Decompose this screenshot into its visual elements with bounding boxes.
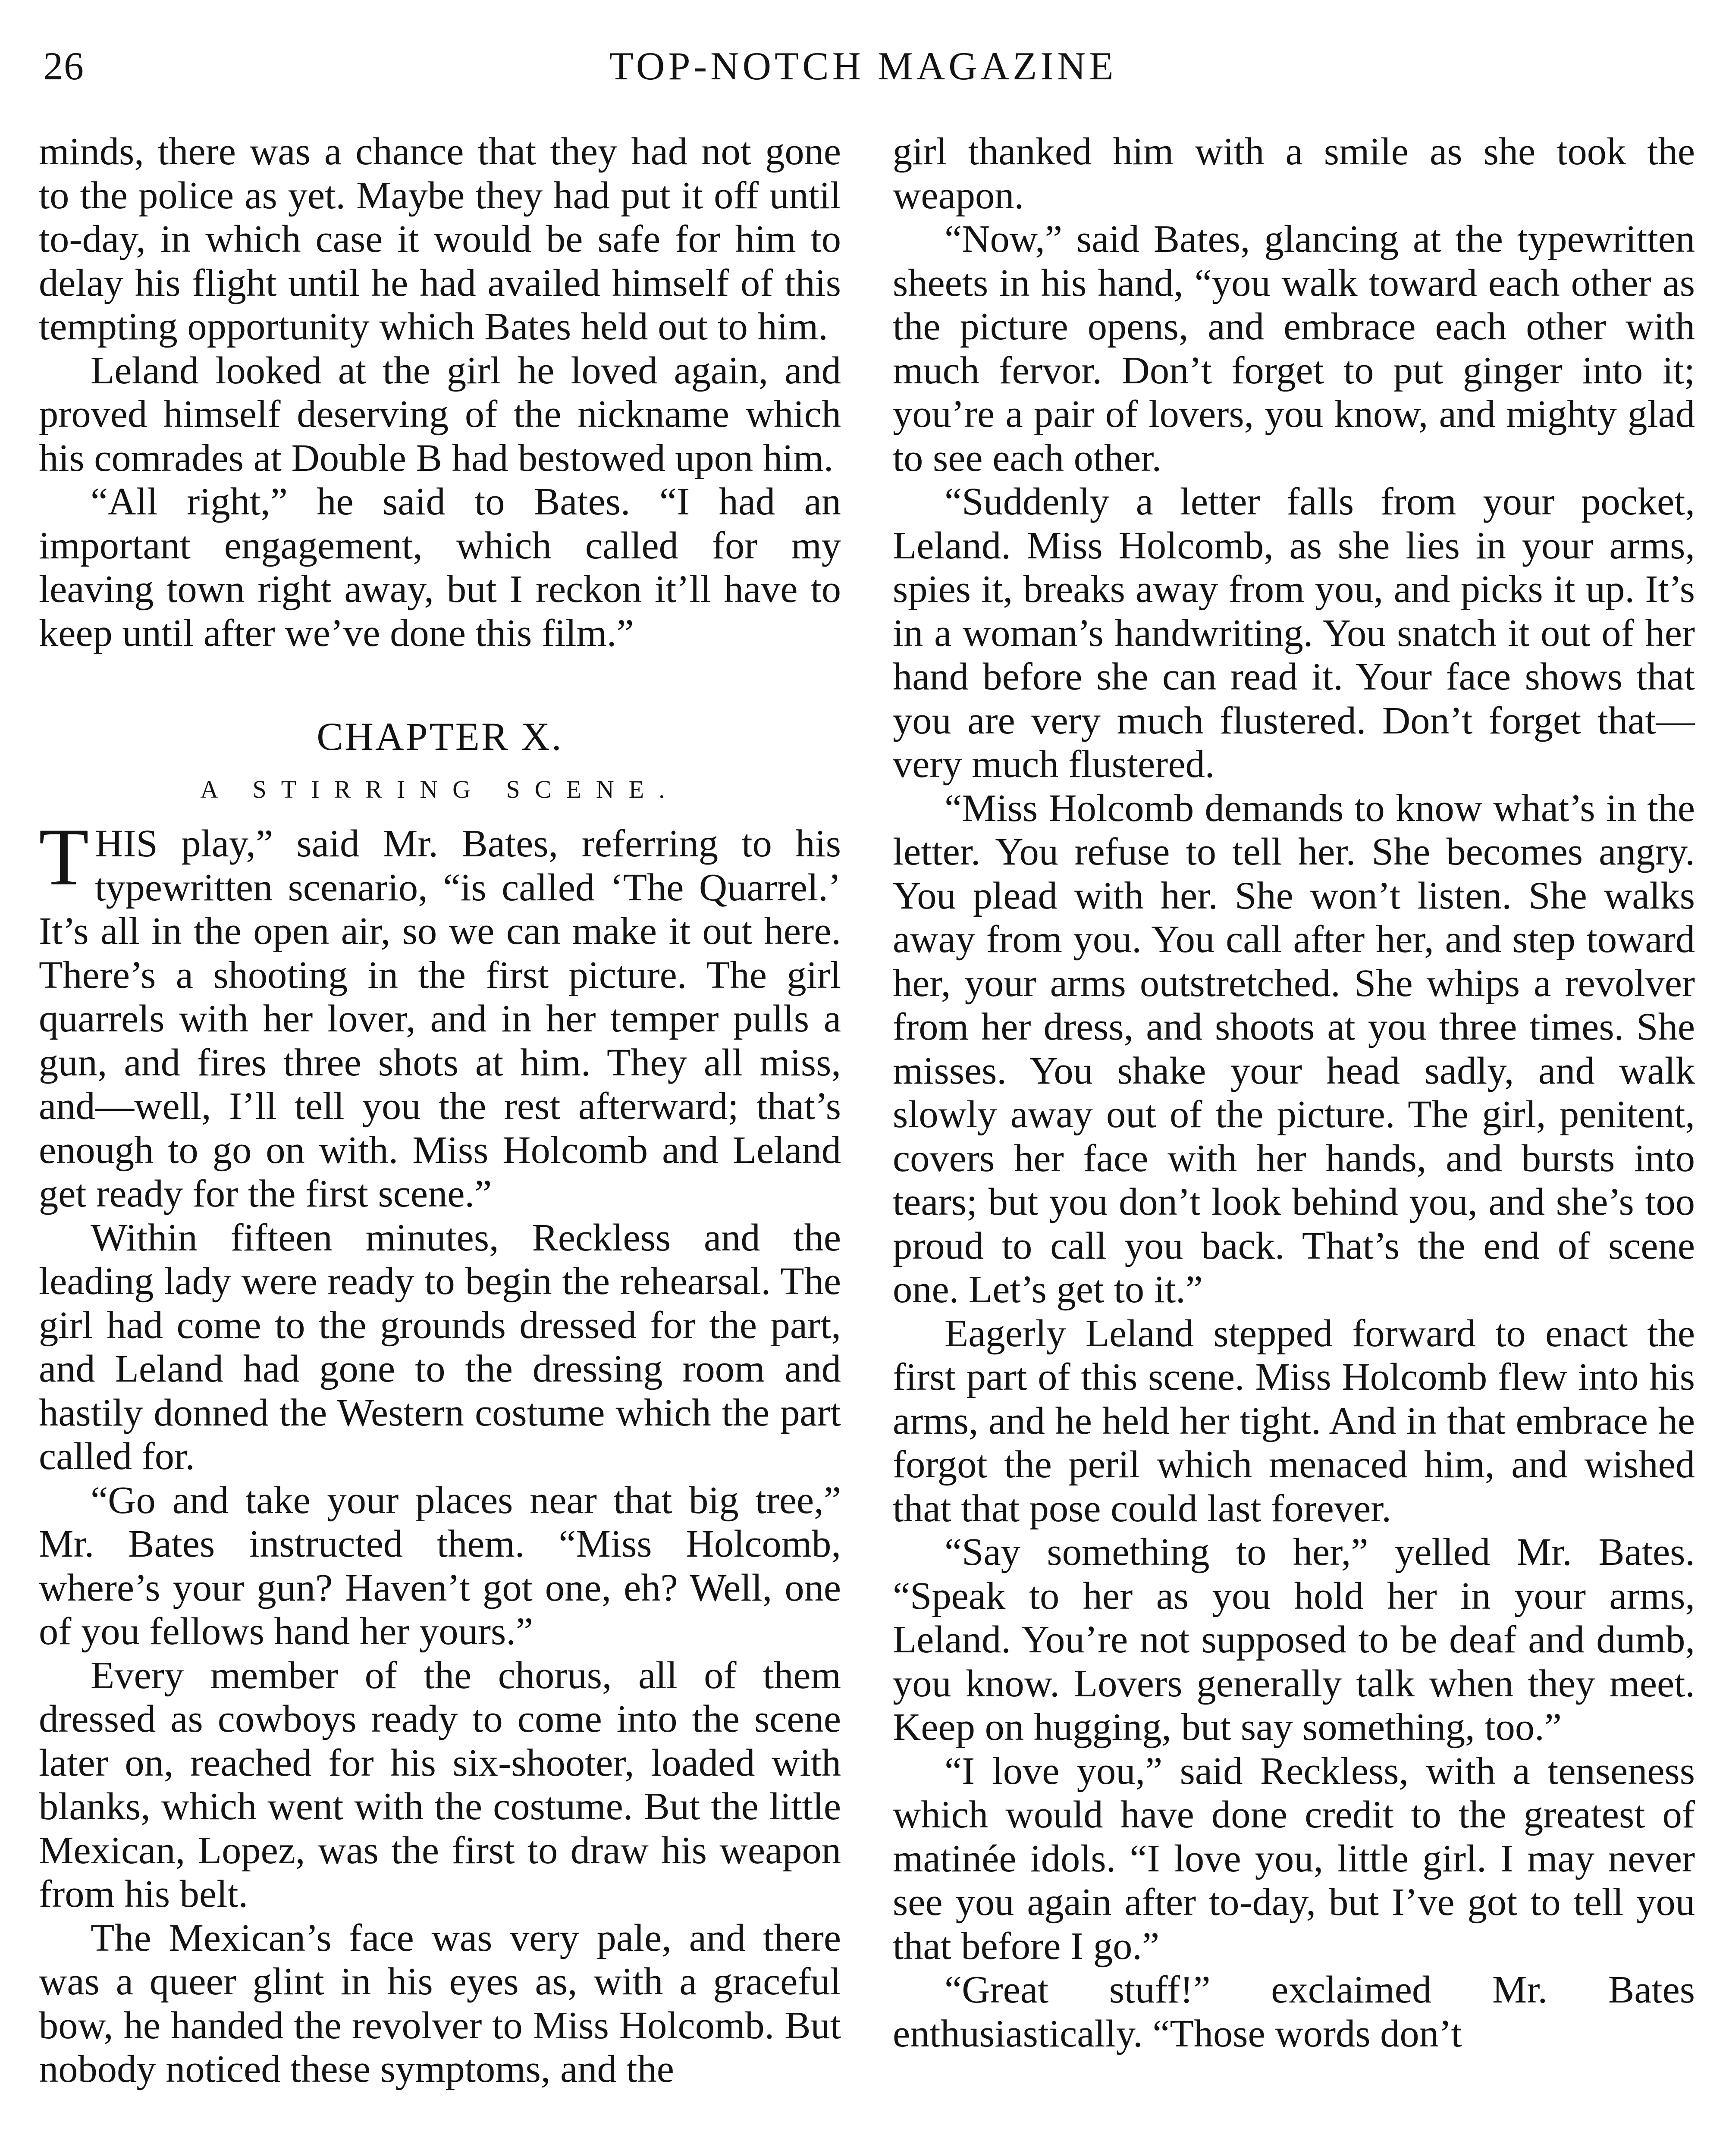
paragraph: Eagerly Leland stepped forward to enact the first part of this scene. Miss Holcomb flew into his arms, and he held her tight. And in that embrace he forgot the peril which menaced him, and wished that that pose could last forever. <box>893 1311 1695 1530</box>
right-column <box>893 129 1695 2156</box>
page-number: 26 <box>43 44 85 88</box>
page-header <box>35 43 1691 99</box>
paragraph: “Great stuff!” exclaimed Mr. Bates enthusiastically. “Those words don’t <box>893 1968 1695 2055</box>
chapter-opening-paragraph <box>39 812 841 1216</box>
chapter-subtitle: A STIRRING SCENE. <box>200 775 680 803</box>
chapter-heading: CHAPTER X. <box>317 714 563 758</box>
paragraph: Every member of the chorus, all of them dressed as cowboys ready to come into the scene later on, reached for his six-shooter, loaded with blanks, which went with the costume. But the little Mexican, Lopez, was the first to draw his weapon from his belt. <box>39 1653 841 1915</box>
paragraph: “Go and take your places near that big tree,” Mr. Bates instructed them. “Miss Holcomb, where’s your gun? Haven’t got one, eh? Well, one of you fellows hand her yours.” <box>39 1478 841 1653</box>
paragraph: girl thanked him with a smile as she took the weapon. <box>893 129 1695 217</box>
left-column <box>39 129 841 2156</box>
drop-cap: T <box>39 812 89 903</box>
paragraph: “Now,” said Bates, glancing at the typewritten sheets in his hand, “you walk toward each other as the picture opens, and embrace each other with much fervor. Don’t forget to put ginger into it; you’re a pair of lovers, you know, and mighty glad to see each other. <box>893 217 1695 479</box>
paragraph: “Suddenly a letter falls from your pocket, Leland. Miss Holcomb, as she lies in your arms, spies it, breaks away from you, and picks it up. It’s in a woman’s handwriting. You snatch it out of her hand before she can read it. Your face shows that you are very much flustered. Don’t forget that—very much flustered. <box>893 479 1695 786</box>
opening-text: HIS play,” said Mr. Bates, referring to his typewritten scenario, “is called ‘The Quarrel.’ It’s all in the open air, so we can make it out here. There’s a shooting in the first picture. The girl quarrels with her lover, and in her temper pulls a gun, and fires three shots at him. They all miss, and—well, I’ll tell you the rest afterward; that’s enough to go on with. Miss Holcomb and Leland get ready for the first scene.” <box>39 821 841 1215</box>
paragraph: minds, there was a chance that they had not gone to the police as yet. Maybe they had put it off until to-day, in which case it would be safe for him to delay his flight until he had availed himself of this tempting opportunity which Bates held out to him. <box>39 129 841 348</box>
paragraph: “Say something to her,” yelled Mr. Bates. “Speak to her as you hold her in your arms, Leland. You’re not supposed to be deaf and dumb, you know. Lovers generally talk when they meet. Keep on hugging, but say something, too.” <box>893 1530 1695 1749</box>
paragraph: Within fifteen minutes, Reckless and the leading lady were ready to begin the rehearsal. The girl had come to the grounds dressed for the part, and Leland had gone to the dressing room and hastily donned the Western costume which the part called for. <box>39 1215 841 1478</box>
paragraph: “I love you,” said Reckless, with a tenseness which would have done credit to the greatest of matinée idols. “I love you, little girl. I may never see you again after to-day, but I’ve got to tell you that before I go.” <box>893 1749 1695 1968</box>
paragraph: “Miss Holcomb demands to know what’s in the letter. You refuse to tell her. She becomes angry. You plead with her. She won’t listen. She walks away from you. You call after her, and step toward her, your arms outstretched. She whips a revolver from her dress, and shoots at you three times. She misses. You shake your head sadly, and walk slowly away out of the picture. The girl, penitent, covers her face with her hands, and bursts into tears; but you don’t look behind you, and she’s too proud to call you back. That’s the end of scene one. Let’s get to it.” <box>893 786 1695 1311</box>
paragraph: Leland looked at the girl he loved again, and proved himself deserving of the nickname which his comrades at Double B had bestowed upon him. <box>39 348 841 479</box>
running-title: TOP-NOTCH MAGAZINE <box>609 44 1117 88</box>
paragraph: “All right,” he said to Bates. “I had an important engagement, which called for my leaving town right away, but I reckon it’ll have to keep until after we’ve done this film.” <box>39 479 841 655</box>
paragraph: The Mexican’s face was very pale, and there was a queer glint in his eyes as, with a graceful bow, he handed the revolver to Miss Holcomb. But nobody noticed these symptoms, and the <box>39 1915 841 2090</box>
